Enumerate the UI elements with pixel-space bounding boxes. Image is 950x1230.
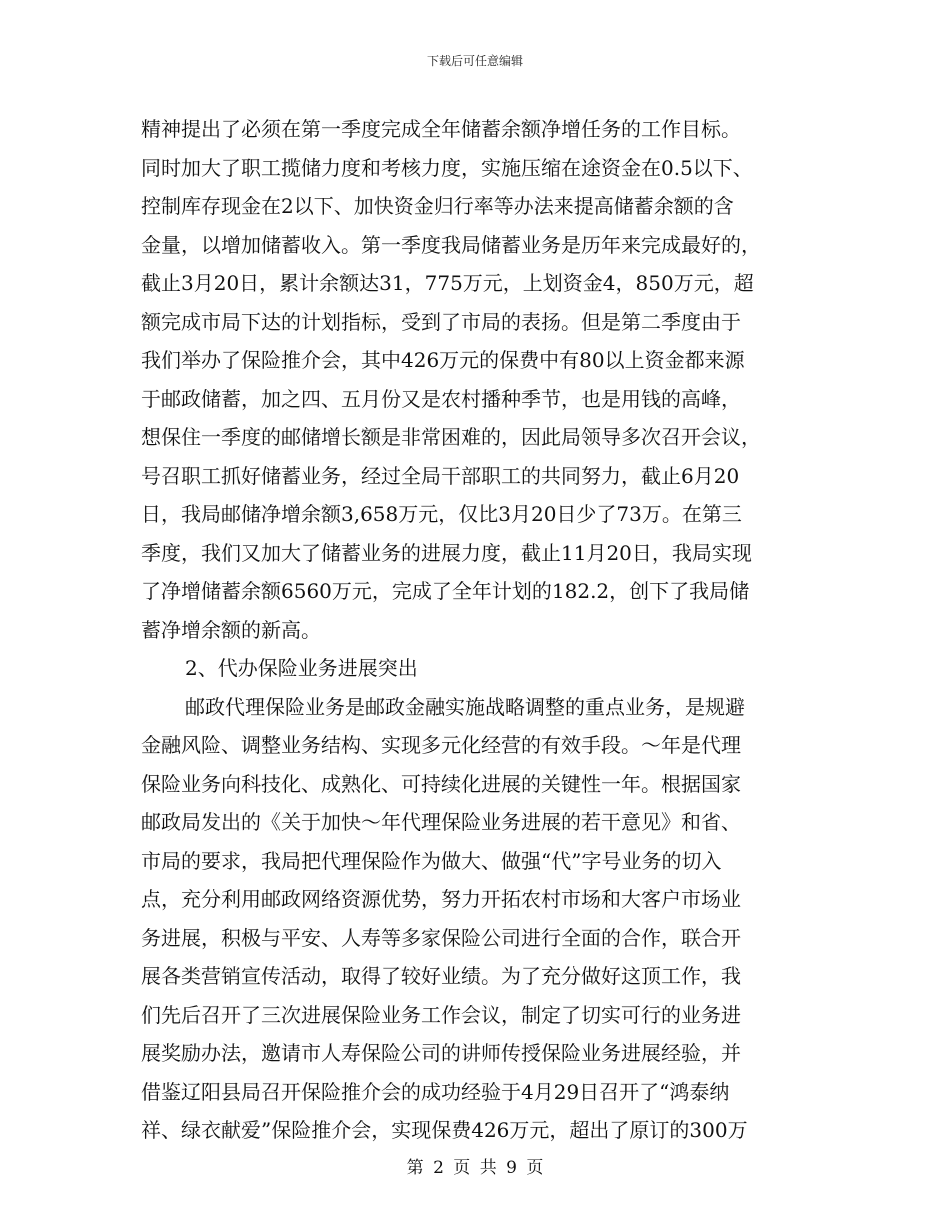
text-line: 精神提出了必须在第一季度完成全年储蓄余额净增任务的工作目标。 [141, 117, 741, 141]
text-line: 日，我局邮储净增余额3,658万元，仅比3月20日少了73万。在第三 [141, 502, 742, 526]
text-line: 号召职工抓好储蓄业务，经过全局干部职工的共同努力，截止6月20 [141, 463, 740, 488]
text-line: 蓄净增余额的新高。 [141, 617, 321, 642]
text-line: 祥、绿衣献爱”保险推介会，实现保费426万元，超出了原订的300万 [141, 1118, 748, 1142]
text-line: 金融风险、调整业务结构、实现多元化经营的有效手段。～年是代理 [141, 733, 741, 757]
text-line: 同时加大了职工揽储力度和考核力度，实施压缩在途资金在0.5以下、 [141, 155, 753, 180]
section-heading: 2、代办保险业务进展突出 [185, 656, 418, 680]
text-line: 邮政局发出的《关于加快～年代理保险业务进展的若干意见》和省、 [141, 810, 741, 834]
text-line: 市局的要求，我局把代理保险作为做大、做强“代”字号业务的切入 [141, 848, 722, 873]
page-footer: 第 2 页 共 9 页 [406, 1158, 544, 1178]
text-line: 了净增储蓄余额6560万元，完成了全年计划的182.2，创下了我局储 [141, 579, 750, 603]
paragraph-1 [141, 110, 811, 649]
page-header: 下载后可任意编辑 [426, 54, 523, 68]
document-body [141, 110, 811, 1150]
text-line: 展奖励办法，邀请市人寿保险公司的讲师传授保险业务进展经验，并 [141, 1041, 741, 1065]
paragraph-2 [141, 688, 811, 1150]
text-line: 截止3月20日，累计余额达31，775万元，上划资金4，850万元，超 [141, 271, 754, 295]
text-line: 控制库存现金在2以下、加快资金归行率等办法来提高储蓄余额的含 [141, 194, 734, 218]
text-line: 展各类营销宣传活动，取得了较好业绩。为了充分做好这顶工作，我 [141, 964, 741, 988]
text-line: 我们举办了保险推介会，其中426万元的保费中有80以上资金都来源 [141, 348, 745, 372]
text-line: 额完成市局下达的计划指标，受到了市局的表扬。但是第二季度由于 [141, 309, 741, 334]
text-line: 邮政代理保险业务是邮政金融实施战略调整的重点业务，是规避 [185, 694, 745, 719]
text-line: 保险业务向科技化、成熟化、可持续化进展的关键性一年。根据国家 [141, 771, 741, 796]
text-line: 点，充分利用邮政网络资源优势，努力开拓农村市场和大客户市场业 [141, 887, 741, 911]
text-line: 季度，我们又加大了储蓄业务的进展力度，截止11月20日，我局实现 [141, 540, 752, 565]
text-line: 们先后召开了三次进展保险业务工作会议，制定了切实可行的业务进 [141, 1002, 741, 1027]
text-line: 想保住一季度的邮储增长额是非常困难的，因此局领导多次召开会议， [141, 425, 761, 449]
text-line: 于邮政储蓄，加之四、五月份又是农村播种季节，也是用钱的高峰， [141, 386, 741, 411]
text-line: 务进展，积极与平安、人寿等多家保险公司进行全面的合作，联合开 [141, 925, 741, 950]
text-line: 金量，以增加储蓄收入。第一季度我局储蓄业务是历年来完成最好的， [141, 232, 761, 257]
text-line: 借鉴辽阳县局召开保险推介会的成功经验于4月29日召开了“鸿泰纳 [141, 1079, 730, 1104]
